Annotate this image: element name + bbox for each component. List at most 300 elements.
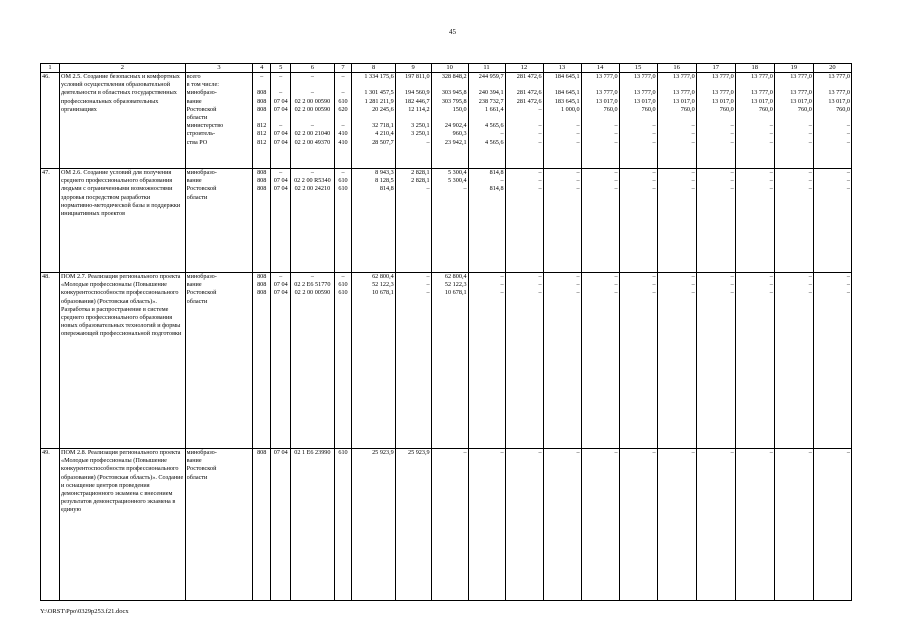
column-header: 10: [431, 64, 468, 73]
executor-line: минобразо-: [186, 169, 217, 176]
cell-value: –: [500, 281, 504, 289]
cell-value: 07 04: [273, 177, 288, 185]
data-cell: [619, 449, 657, 601]
cell-value: 13 777,0: [633, 73, 656, 80]
cell-value: [621, 81, 656, 89]
data-cell: [581, 273, 619, 449]
executor-line: Ростовской: [186, 185, 217, 193]
cell-value: –: [426, 185, 430, 193]
cell-value: 13 777,0: [712, 89, 734, 97]
cell-value: 1 000,0: [561, 105, 580, 113]
cell-value: –: [769, 138, 773, 146]
cell-value: 760,0: [680, 105, 695, 113]
cell-value: 812: [257, 122, 267, 130]
executor-line: вание: [186, 457, 202, 465]
cell-value: 62 800,4: [372, 273, 394, 280]
cell-value: –: [769, 449, 773, 456]
cell-value: –: [341, 73, 345, 80]
column-header: 14: [581, 64, 619, 73]
data-cell: [253, 73, 271, 169]
cell-value: [292, 81, 332, 89]
data-cell: [774, 273, 813, 449]
cell-value: 62 800,4: [444, 273, 467, 280]
cell-value: 5 300,4: [448, 177, 467, 185]
cell-value: –: [614, 138, 618, 146]
cell-value: –: [341, 169, 345, 176]
cell-value: –: [652, 130, 656, 138]
cell-value: 02 2 00 00590: [294, 105, 331, 113]
data-cell: [291, 73, 334, 169]
data-cell: [431, 273, 468, 449]
cell-value: –: [808, 449, 812, 456]
cell-value: [292, 114, 332, 122]
data-cell: [774, 73, 813, 169]
data-cell: [735, 449, 774, 601]
data-cell: [735, 73, 774, 169]
executor-line: вание: [186, 177, 202, 185]
cell-value: –: [846, 138, 850, 146]
cell-value: 13 017,0: [673, 97, 695, 105]
data-cell: [619, 169, 657, 273]
column-header: 16: [657, 64, 696, 73]
table-row: [41, 73, 852, 169]
column-header: 15: [619, 64, 657, 73]
cell-value: 194 560,9: [404, 89, 430, 97]
executor-line: области: [186, 473, 208, 481]
row-number: 47.: [41, 169, 60, 273]
data-cell: [581, 73, 619, 169]
cell-value: 13 017,0: [751, 97, 773, 105]
column-header: 18: [735, 64, 774, 73]
cell-value: –: [691, 138, 695, 146]
cell-value: –: [576, 130, 580, 138]
cell-value: –: [730, 138, 734, 146]
data-cell: [334, 73, 352, 169]
data-cell: [735, 273, 774, 449]
cell-value: 150,0: [452, 105, 467, 113]
cell-value: –: [538, 169, 542, 176]
cell-value: [545, 114, 580, 122]
cell-value: –: [279, 89, 283, 97]
cell-value: [272, 81, 289, 89]
cell-value: –: [426, 281, 430, 289]
column-header: 4: [253, 64, 271, 73]
cell-value: –: [538, 122, 542, 130]
cell-value: –: [846, 289, 850, 297]
executor-line: области: [186, 193, 208, 201]
cell-value: –: [691, 177, 695, 185]
cell-value: 10 678,1: [372, 289, 394, 297]
cell-value: –: [846, 185, 850, 193]
column-header: 19: [774, 64, 813, 73]
data-cell: [253, 169, 271, 273]
data-cell: [395, 273, 431, 449]
executor-line: вание: [186, 97, 202, 105]
cell-value: –: [730, 177, 734, 185]
cell-value: 244 959,7: [478, 73, 504, 80]
cell-value: –: [691, 449, 695, 456]
cell-value: 281 472,6: [516, 73, 542, 80]
cell-value: –: [769, 185, 773, 193]
cell-value: [737, 114, 773, 122]
data-cell: [657, 273, 696, 449]
cell-value: [698, 114, 734, 122]
data-cell: [813, 169, 851, 273]
data-cell: [271, 73, 291, 169]
cell-value: 303 945,8: [441, 89, 467, 97]
executor-line: вание: [186, 281, 202, 289]
data-cell: [431, 169, 468, 273]
data-cell: [468, 169, 505, 273]
cell-value: 182 446,7: [404, 97, 430, 105]
data-cell: [696, 449, 735, 601]
cell-value: 32 718,1: [372, 122, 394, 130]
data-cell: [334, 169, 352, 273]
cell-value: 13 777,0: [751, 73, 773, 80]
executor-cell: [185, 73, 253, 169]
data-cell: [813, 73, 851, 169]
data-cell: [619, 273, 657, 449]
data-cell: [291, 169, 334, 273]
data-cell: [581, 169, 619, 273]
column-header: 9: [395, 64, 431, 73]
cell-value: 183 645,1: [554, 97, 580, 105]
cell-value: –: [730, 273, 734, 280]
cell-value: 620: [338, 105, 348, 113]
data-cell: [352, 73, 395, 169]
cell-value: [545, 81, 580, 89]
cell-value: 610: [338, 281, 348, 289]
cell-value: [776, 81, 812, 89]
budget-table: [40, 63, 852, 601]
cell-value: –: [576, 281, 580, 289]
cell-value: –: [538, 449, 542, 456]
cell-value: [737, 81, 773, 89]
cell-value: 812: [257, 138, 267, 146]
cell-value: –: [538, 289, 542, 297]
cell-value: –: [730, 289, 734, 297]
cell-value: [470, 114, 504, 122]
cell-value: [433, 81, 467, 89]
cell-value: –: [846, 122, 850, 130]
cell-value: 02 1 E6 23990: [294, 449, 331, 456]
cell-value: [336, 81, 351, 89]
cell-value: 1 281 211,9: [364, 97, 394, 105]
cell-value: 07 04: [273, 289, 288, 297]
cell-value: –: [576, 449, 580, 456]
column-header: 13: [543, 64, 581, 73]
cell-value: –: [576, 122, 580, 130]
cell-value: [433, 114, 467, 122]
cell-value: –: [538, 130, 542, 138]
column-header: 11: [468, 64, 505, 73]
cell-value: 02 2 00 21040: [294, 130, 331, 138]
cell-value: [583, 81, 618, 89]
cell-value: –: [576, 185, 580, 193]
cell-value: –: [846, 449, 850, 456]
cell-value: –: [310, 169, 314, 176]
data-cell: [431, 449, 468, 601]
cell-value: 808: [257, 273, 267, 280]
cell-value: –: [691, 281, 695, 289]
cell-value: –: [310, 89, 314, 97]
cell-value: –: [341, 273, 345, 280]
cell-value: 410: [338, 138, 348, 146]
cell-value: 808: [257, 281, 267, 289]
data-cell: [334, 449, 352, 601]
cell-value: 240 394,1: [478, 89, 504, 97]
cell-value: 02 2 00 00590: [294, 97, 331, 105]
cell-value: –: [808, 138, 812, 146]
cell-value: 812: [257, 130, 267, 138]
cell-value: [698, 81, 734, 89]
column-header: 3: [185, 64, 253, 73]
cell-value: –: [808, 289, 812, 297]
column-header: 12: [505, 64, 543, 73]
data-cell: [395, 449, 431, 601]
cell-value: 07 04: [273, 185, 288, 193]
cell-value: –: [576, 177, 580, 185]
cell-value: 814,8: [489, 169, 504, 176]
executor-line: минобразо-: [186, 89, 217, 97]
cell-value: –: [808, 177, 812, 185]
cell-value: 760,0: [836, 105, 850, 113]
cell-value: 25 923,9: [372, 449, 394, 456]
cell-value: 13 777,0: [633, 89, 656, 97]
data-cell: [657, 169, 696, 273]
cell-value: 808: [257, 169, 267, 176]
data-cell: [468, 449, 505, 601]
cell-value: 1 661,4: [484, 105, 504, 113]
data-cell: [619, 73, 657, 169]
cell-value: –: [500, 130, 504, 138]
cell-value: [507, 114, 542, 122]
cell-value: –: [652, 122, 656, 130]
cell-value: [659, 114, 695, 122]
cell-value: [336, 114, 351, 122]
cell-value: –: [691, 169, 695, 176]
cell-value: 760,0: [641, 105, 656, 113]
cell-value: 808: [257, 185, 267, 193]
cell-value: 281 472,6: [516, 89, 542, 97]
cell-value: –: [463, 185, 467, 193]
data-cell: [352, 169, 395, 273]
cell-value: –: [846, 169, 850, 176]
cell-value: 13 777,0: [673, 89, 695, 97]
cell-value: –: [808, 122, 812, 130]
cell-value: 13 017,0: [633, 97, 656, 105]
cell-value: 07 04: [273, 130, 288, 138]
cell-value: –: [500, 273, 504, 280]
cell-value: 3 250,1: [411, 130, 430, 138]
column-header: 5: [271, 64, 291, 73]
data-cell: [271, 449, 291, 601]
data-cell: [657, 73, 696, 169]
column-header: 7: [334, 64, 352, 73]
cell-value: –: [426, 289, 430, 297]
cell-value: –: [691, 130, 695, 138]
cell-value: –: [652, 449, 656, 456]
cell-value: 13 777,0: [828, 89, 850, 97]
cell-value: [815, 81, 850, 89]
executor-line: министерство: [186, 122, 224, 130]
data-cell: [271, 169, 291, 273]
cell-value: [353, 114, 393, 122]
measure-name: ОМ 2.6. Создание условий для получения среднего профессионального образования людьми с ограниченными возможностями здоровья посредством разработки нормативно-методической базы и поддержки инициативных проектов: [60, 169, 186, 273]
cell-value: 07 04: [273, 449, 288, 456]
cell-value: –: [576, 273, 580, 280]
data-cell: [696, 273, 735, 449]
cell-value: [254, 81, 269, 89]
cell-value: [815, 114, 850, 122]
cell-value: 52 122,3: [372, 281, 394, 289]
cell-value: –: [652, 273, 656, 280]
executor-line: Ростовской: [186, 465, 217, 473]
data-cell: [253, 273, 271, 449]
cell-value: –: [614, 281, 618, 289]
cell-value: –: [538, 185, 542, 193]
cell-value: –: [614, 449, 618, 456]
cell-value: –: [538, 177, 542, 185]
cell-value: –: [846, 177, 850, 185]
cell-value: 4 210,4: [375, 130, 394, 138]
cell-value: 02 2 00 00590: [294, 289, 331, 297]
cell-value: –: [538, 281, 542, 289]
data-cell: [352, 449, 395, 601]
table-row: [41, 169, 852, 273]
cell-value: 814,8: [489, 185, 504, 193]
row-number: 49.: [41, 449, 60, 601]
data-cell: [696, 169, 735, 273]
data-cell: [543, 449, 581, 601]
cell-value: 10 678,1: [444, 289, 467, 297]
data-cell: [543, 273, 581, 449]
header-row: [41, 64, 852, 73]
cell-value: 808: [257, 97, 267, 105]
cell-value: 2 828,1: [411, 177, 430, 185]
cell-value: –: [500, 289, 504, 297]
cell-value: 13 777,0: [595, 89, 618, 97]
cell-value: 1 334 175,6: [364, 73, 394, 80]
cell-value: 410: [338, 130, 348, 138]
cell-value: 13 777,0: [712, 73, 734, 80]
cell-value: 13 777,0: [595, 73, 618, 80]
data-cell: [543, 169, 581, 273]
data-cell: [253, 449, 271, 601]
cell-value: [353, 81, 393, 89]
cell-value: –: [691, 185, 695, 193]
cell-value: –: [310, 122, 314, 130]
cell-value: –: [310, 73, 314, 80]
cell-value: 13 017,0: [790, 97, 812, 105]
data-cell: [505, 73, 543, 169]
executor-line: Ростовской: [186, 289, 217, 297]
cell-value: 5 300,4: [448, 169, 467, 176]
cell-value: 808: [257, 449, 267, 456]
cell-value: 281 472,6: [516, 97, 542, 105]
column-header: 1: [41, 64, 60, 73]
cell-value: –: [614, 177, 618, 185]
cell-value: 02 2 E6 51770: [294, 281, 331, 289]
cell-value: 610: [338, 449, 348, 456]
cell-value: 760,0: [603, 105, 618, 113]
data-cell: [395, 73, 431, 169]
data-cell: [735, 169, 774, 273]
cell-value: 760,0: [758, 105, 773, 113]
cell-value: 28 507,7: [372, 138, 394, 146]
cell-value: –: [652, 281, 656, 289]
cell-value: –: [614, 273, 618, 280]
cell-value: –: [538, 105, 542, 113]
data-cell: [468, 73, 505, 169]
executor-line: ства РО: [186, 138, 208, 146]
cell-value: –: [846, 281, 850, 289]
executor-cell: [185, 273, 253, 449]
row-number: 46.: [41, 73, 60, 169]
cell-value: –: [730, 169, 734, 176]
cell-value: –: [846, 273, 850, 280]
cell-value: –: [652, 138, 656, 146]
cell-value: –: [279, 73, 283, 80]
data-cell: [813, 273, 851, 449]
cell-value: –: [538, 273, 542, 280]
measure-name: ПОМ 2.8. Реализация регионального проекта «Молодые профессионалы (Повышение конкурентоспособности профессионального образования) (Ростовская область)». Создание и оснащение центров проведения демонстрационного экзамена с внесением результатов демонстрационного экзамена в единую: [60, 449, 186, 601]
cell-value: [272, 114, 289, 122]
executor-line: минобразо-: [186, 449, 217, 456]
cell-value: 610: [338, 97, 348, 105]
cell-value: 610: [338, 185, 348, 193]
cell-value: 8 943,3: [375, 169, 394, 176]
cell-value: –: [769, 122, 773, 130]
cell-value: 760,0: [719, 105, 734, 113]
cell-value: –: [652, 289, 656, 297]
cell-value: 328 848,2: [441, 73, 467, 80]
cell-value: –: [576, 169, 580, 176]
cell-value: –: [614, 289, 618, 297]
cell-value: –: [808, 273, 812, 280]
executor-cell: [185, 449, 253, 601]
cell-value: –: [846, 130, 850, 138]
cell-value: 02 2 00 24210: [294, 185, 331, 193]
cell-value: –: [769, 169, 773, 176]
cell-value: 13 017,0: [595, 97, 618, 105]
cell-value: –: [652, 185, 656, 193]
cell-value: 808: [257, 89, 267, 97]
cell-value: 3 250,1: [411, 122, 430, 130]
cell-value: –: [769, 130, 773, 138]
cell-value: 20 245,6: [372, 105, 394, 113]
measure-name: ПОМ 2.7. Реализация регионального проекта «Молодые профессионалы (Повышение конкурентоспособности профессионального образования) (Ростовская область)». Разработка и распространение в системе среднего профессионального образования новых образовательных технологий и формы опережающей профессиональной подготовки: [60, 273, 186, 449]
cell-value: [397, 81, 430, 89]
column-header: 8: [352, 64, 395, 73]
executor-cell: [185, 169, 253, 273]
cell-value: 8 128,5: [375, 177, 394, 185]
cell-value: –: [652, 177, 656, 185]
executor-line: области: [186, 297, 208, 305]
cell-value: –: [500, 449, 504, 456]
data-cell: [352, 273, 395, 449]
cell-value: –: [576, 138, 580, 146]
cell-value: 24 902,4: [444, 122, 467, 130]
cell-value: –: [341, 122, 345, 130]
cell-value: –: [730, 281, 734, 289]
cell-value: 808: [257, 289, 267, 297]
cell-value: [583, 114, 618, 122]
cell-value: 07 04: [273, 138, 288, 146]
column-header: 6: [291, 64, 334, 73]
cell-value: 184 645,1: [554, 73, 580, 80]
data-cell: [334, 273, 352, 449]
